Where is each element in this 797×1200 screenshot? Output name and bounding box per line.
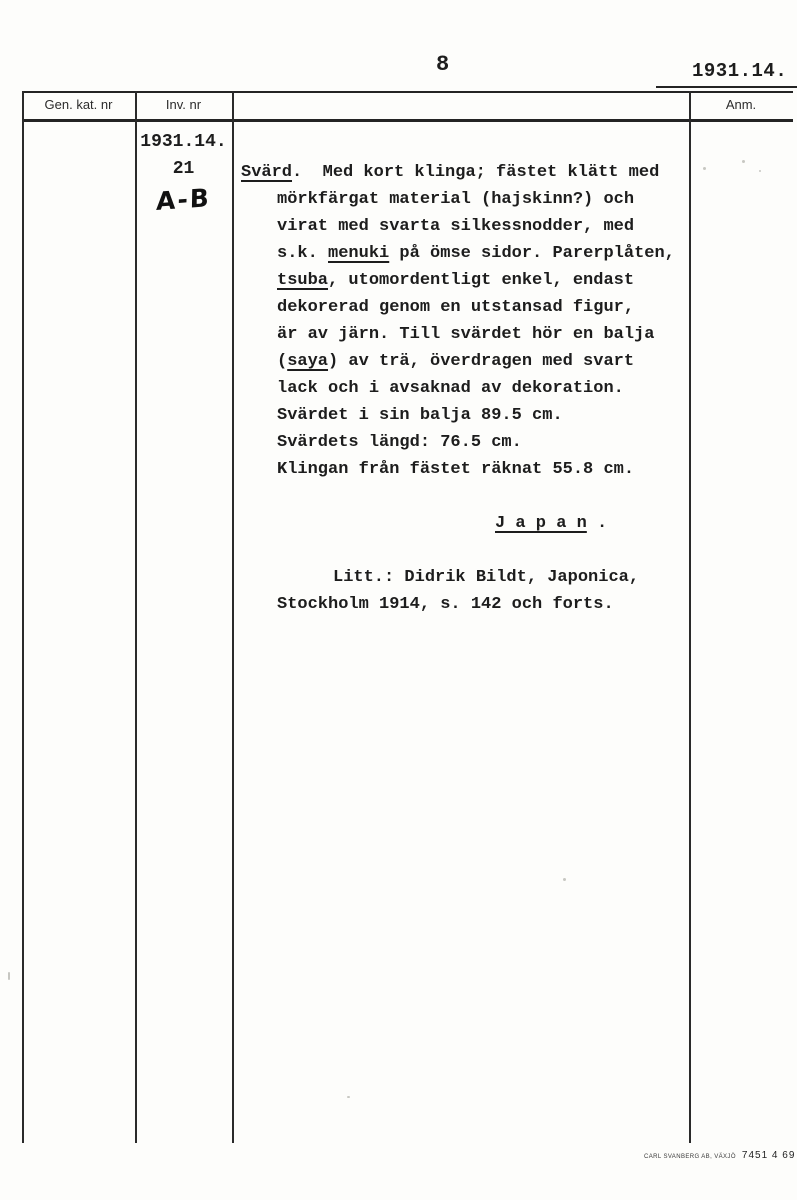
scan-speck xyxy=(742,160,745,163)
divider-inv-main xyxy=(232,91,234,1143)
description-line: Svärdets längd: 76.5 cm. xyxy=(277,433,522,452)
scan-speck xyxy=(347,1096,350,1098)
scan-speck xyxy=(703,167,706,170)
table-left-border xyxy=(22,91,24,1143)
description-line: virat med svarta silkessnodder, med xyxy=(277,217,635,236)
description-line: Stockholm 1914, s. 142 och forts. xyxy=(277,595,614,614)
top-right-reference-underline xyxy=(656,86,797,88)
inv-nr-year: 1931.14. xyxy=(140,132,227,152)
scan-speck xyxy=(563,878,566,881)
printer-name: CARL SVANBERG AB, VÄXJÖ xyxy=(644,1154,736,1160)
column-header-inv-nr: Inv. nr xyxy=(165,97,202,112)
printer-mark xyxy=(644,1150,795,1161)
inv-nr-number: 21 xyxy=(172,159,195,179)
column-header-anm: Anm. xyxy=(725,97,757,112)
description-line: tsuba, utomordentligt enkel, endast xyxy=(277,271,635,290)
page-number: 8 xyxy=(436,52,450,77)
table-header-bottom-rule xyxy=(22,119,793,122)
top-right-reference: 1931.14. xyxy=(692,60,788,82)
scan-speck xyxy=(759,170,761,172)
inv-nr-handwritten-suffix: A-B xyxy=(155,183,212,216)
description-line xyxy=(241,483,693,510)
inv-nr-cell xyxy=(136,129,231,216)
description-line: Svärdet i sin balja 89.5 cm. xyxy=(277,406,563,425)
scan-speck xyxy=(8,972,10,980)
divider-gen-kat-inv xyxy=(135,91,137,1143)
description-line: Litt.: Didrik Bildt, Japonica, xyxy=(333,568,640,587)
column-header-gen-kat-nr: Gen. kat. nr xyxy=(44,97,113,112)
printer-code: 7451 4 69 xyxy=(741,1150,796,1161)
description-text-block xyxy=(241,159,693,618)
description-line: Svärd. Med kort klinga; fästet klätt med xyxy=(241,163,660,182)
description-line: (saya) av trä, överdragen med svart xyxy=(277,352,635,371)
description-line: dekorerad genom en utstansad figur, xyxy=(277,298,635,317)
description-line: Klingan från fästet räknat 55.8 cm. xyxy=(277,460,635,479)
description-line: s.k. menuki på ömse sidor. Parerplåten, xyxy=(277,244,675,263)
description-line: lack och i avsaknad av dekoration. xyxy=(277,379,624,398)
description-line xyxy=(241,537,693,564)
description-line: mörkfärgat material (hajskinn?) och xyxy=(277,190,635,209)
description-line: J a p a n . xyxy=(495,514,608,533)
table-top-rule xyxy=(22,91,793,93)
description-line: är av järn. Till svärdet hör en balja xyxy=(277,325,655,344)
